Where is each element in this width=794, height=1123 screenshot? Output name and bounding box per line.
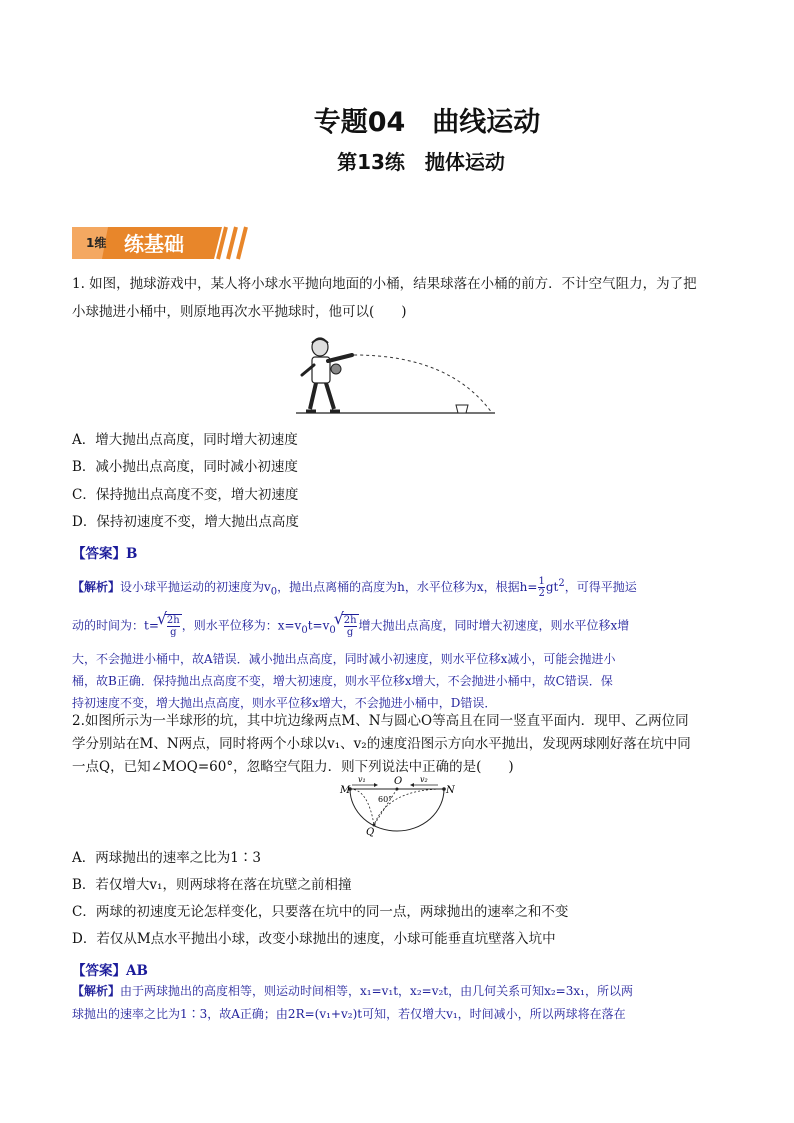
- q1-option-b: B．减小抛出点高度，同时减小初速度: [72, 459, 298, 475]
- q2-stem-line1: 2.如图所示为一半球形的坑，其中坑边缘两点M、N与圆心O等高且在同一竖直平面内．现甲、乙两位同: [72, 713, 689, 729]
- root-num: 2h: [166, 615, 180, 626]
- q2-explanation-line2: 球抛出的速率之比为1∶3，故A正确；由2R=(v₁+v₂)t可知，若仅增大v₁，时间减小，所以两球将在落在: [72, 1007, 626, 1021]
- label-m: M: [340, 785, 351, 796]
- q1-explanation-line1: [72, 576, 637, 599]
- exp-text: 设小球平抛运动的初速度为v: [120, 580, 271, 594]
- exp-text: 由于两球抛出的高度相等，则运动时间相等，x₁=v₁t，x₂=v₂t，由几何关系可知x₂=3x₁，所以两: [120, 984, 633, 998]
- exp-sub: 0: [329, 624, 336, 636]
- q1-stem-line1: 1. 如图，抛球游戏中，某人将小球水平抛向地面的小桶，结果球落在小桶的前方．不计空气阻力，为了把: [72, 276, 697, 292]
- q2-option-a: A．两球抛出的速率之比为1∶3: [72, 850, 261, 866]
- page-subtitle: 第13练 抛体运动: [337, 150, 505, 174]
- q1-explanation-line2: [72, 609, 630, 638]
- label-v2: v₂: [420, 775, 428, 784]
- q2-stem-line3: 一点Q，已知∠MOQ=60°，忽略空气阻力．则下列说法中正确的是( ): [72, 759, 514, 775]
- section-label: 练基础: [124, 232, 184, 256]
- q2-exp-label: 【解析】: [72, 984, 121, 998]
- section-banner: [72, 223, 262, 263]
- exp-text: 动的时间为：t=: [72, 618, 159, 633]
- q2-figure-hemisphere: [338, 775, 458, 837]
- root-2h-g: √ 2h g: [156, 609, 180, 638]
- q2-option-b: B．若仅增大v₁，则两球将在落在坑壁之前相撞: [72, 877, 352, 893]
- q2-explanation-line1: [72, 982, 633, 999]
- exp-text: ，抛出点离桶的高度为h，水平位移为x，根据h=: [277, 580, 538, 594]
- label-v1: v₁: [358, 775, 366, 784]
- q2-answer: 【答案】AB: [72, 963, 148, 979]
- exp-text: t=v: [307, 618, 330, 633]
- exp-text: 增大抛出点高度，同时增大初速度，则水平位移x增: [358, 618, 630, 633]
- q1-option-c: C．保持抛出点高度不变，增大初速度: [72, 487, 299, 503]
- label-o: O: [394, 776, 403, 787]
- q1-exp-label: 【解析】: [72, 580, 121, 594]
- page-title: 专题04 曲线运动: [313, 107, 541, 138]
- q1-option-a: A．增大抛出点高度，同时增大初速度: [72, 432, 298, 448]
- exp-text: ，则水平位移为：x=v: [181, 618, 302, 633]
- exp-text: gt: [545, 580, 559, 594]
- q1-figure-thrower: [290, 335, 500, 417]
- q1-stem-line2: 小球抛进小桶中，则原地再次水平抛球时，他可以( ): [72, 304, 407, 320]
- label-q: Q: [366, 827, 375, 837]
- q1-option-d: D．保持初速度不变，增大抛出点高度: [72, 514, 299, 530]
- q1-explanation-line4: 桶，故B正确．保持抛出点高度不变，增大初速度，则水平位移x增大，不会抛进小桶中，故C错误．保: [72, 674, 613, 688]
- label-angle: 60°: [378, 795, 393, 804]
- q2-option-d: D．若仅从M点水平抛出小球，改变小球抛出的速度，小球可能垂直坑壁落入坑中: [72, 931, 556, 947]
- exp-sub: 0: [301, 624, 308, 636]
- root-den: g: [346, 627, 354, 638]
- root-2h-g: √ 2h g: [333, 609, 357, 638]
- q1-explanation-line3: 大，不会抛进小桶中，故A错误．减小抛出点高度，同时减小初速度，则水平位移x减小，可能会抛进小: [72, 652, 616, 666]
- fraction-half: [538, 576, 544, 599]
- q1-explanation-line5: 持初速度不变，增大抛出点高度，则水平位移x增大，不会抛进小桶中，D错误．: [72, 696, 497, 710]
- frac-den: 2: [538, 588, 545, 599]
- root-den: g: [170, 627, 177, 638]
- section-badge: 1维: [86, 236, 107, 250]
- exp-sup: 2: [558, 578, 565, 589]
- root-num: 2h: [343, 615, 357, 626]
- q1-answer: 【答案】B: [72, 546, 138, 562]
- q2-stem-line2: 学分别站在M、N两点，同时将两个小球以v₁、v₂的速度沿图示方向水平抛出，发现两球刚好落在坑中同: [72, 736, 691, 752]
- exp-text: ，可得平抛运: [564, 580, 637, 594]
- q2-option-c: C．两球的初速度无论怎样变化，只要落在坑中的同一点，两球抛出的速率之和不变: [72, 904, 569, 920]
- exp-sub: 0: [270, 586, 278, 598]
- frac-num: 1: [538, 576, 545, 587]
- label-n: N: [446, 785, 455, 796]
